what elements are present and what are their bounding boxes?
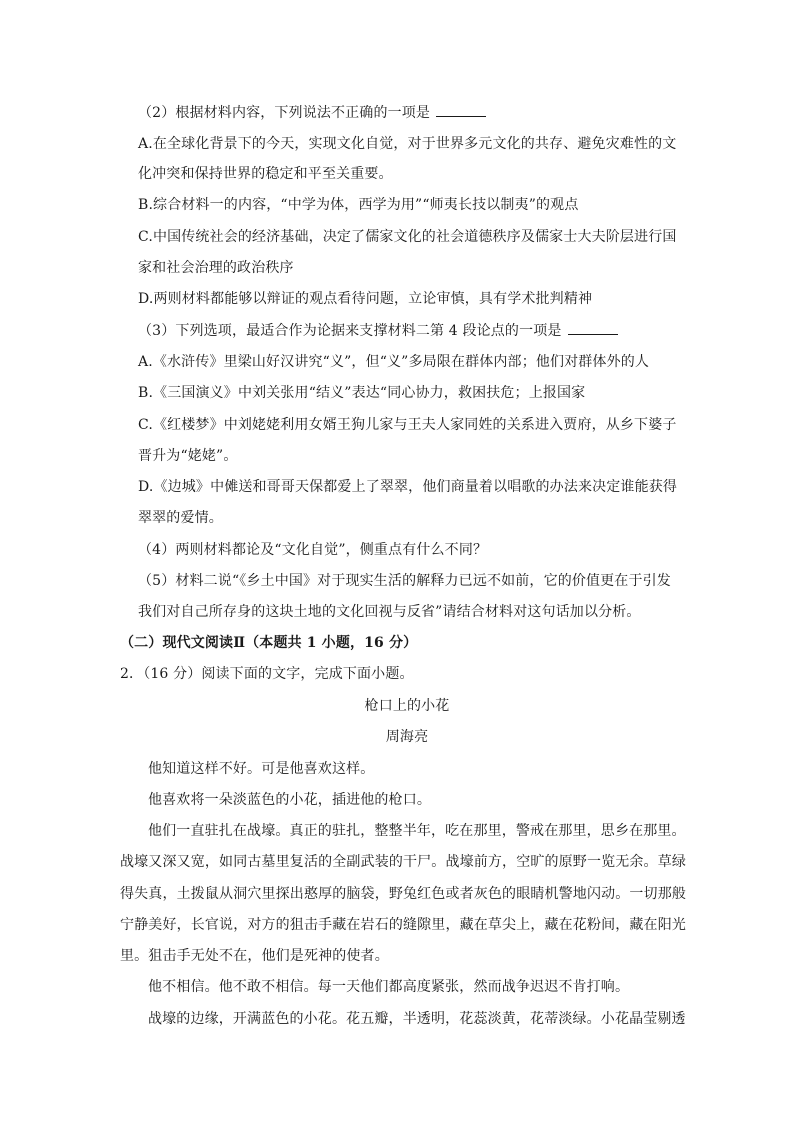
q3-answer-blank[interactable] — [568, 322, 618, 335]
q3-option-b: B.《三国演义》中刘关张用“结义”表达“同心协力，救困扶危；上报国家 — [138, 385, 586, 401]
q3-option-a: A.《水浒传》里梁山好汉讲究“义”，但“义”多局限在群体内部；他们对群体外的人 — [138, 354, 650, 370]
article-paragraph-3-line4: 宁静美好，长官说，对方的狙击手藏在岩石的缝隙里，藏在草尖上，藏在花粉间，藏在阳光 — [120, 917, 686, 933]
q2-option-c-line2: 家和社会治理的政治秩序 — [138, 260, 294, 276]
article-paragraph-3-line5: 里。狙击手无处不在，他们是死神的使者。 — [120, 948, 389, 964]
article-paragraph-1: 他知道这样不好。可是他喜欢这样。 — [148, 761, 375, 777]
q4-stem: （4）两则材料都论及“文化自觉”，侧重点有什么不同？ — [138, 542, 488, 558]
q2-option-a-line2: 化冲突和保持世界的稳定和平至关重要。 — [138, 166, 393, 182]
article-title: 枪口上的小花 — [364, 698, 450, 714]
article-author: 周海亮 — [385, 729, 429, 745]
q2-option-b: B.综合材料一的内容，“中学为体，西学为用”“师夷长技以制夷”的观点 — [138, 197, 579, 213]
q2-option-d: D.两则材料都能够以辩证的观点看待问题，立论审慎，具有学术批判精神 — [138, 291, 593, 307]
q2-stem: （2）根据材料内容，下列说法不正确的一项是 — [138, 105, 431, 121]
article-paragraph-2: 他喜欢将一朵淡蓝色的小花，插进他的枪口。 — [148, 792, 431, 808]
q2-stem-line — [138, 104, 486, 122]
article-paragraph-4: 他不相信。他不敢不相信。每一天他们都高度紧张，然而战争迟迟不肯打响。 — [148, 979, 630, 995]
section-two-heading: （二）现代文阅读Ⅱ（本题共 1 小题，16 分） — [120, 635, 418, 651]
article-paragraph-5-line1: 战壕的边缘，开满蓝色的小花。花五瓣，半透明，花蕊淡黄，花蒂淡绿。小花晶莹剔透 — [148, 1011, 686, 1027]
q3-stem-line — [138, 322, 618, 340]
q2-option-a-line1: A.在全球化背景下的今天，实现文化自觉，对于世界多元文化的共存、避免灾难性的文 — [138, 136, 677, 152]
article-paragraph-3-line3: 得失真，土拨鼠从洞穴里探出憨厚的脑袋，野兔红色或者灰色的眼睛机警地闪动。一切那般 — [120, 886, 686, 902]
article-paragraph-3-line2: 战壕又深又宽，如同古墓里复活的全副武装的干尸。战壕前方，空旷的原野一览无余。草绿 — [120, 854, 686, 870]
q3-option-d-line1: D.《边城》中傩送和哥哥天保都爱上了翠翠，他们商量着以唱歌的办法来决定谁能获得 — [138, 479, 678, 495]
q2-option-c-line1: C.中国传统社会的经济基础，决定了儒家文化的社会道德秩序及儒家士大夫阶层进行国 — [138, 229, 677, 245]
q3-option-c-line2: 晋升为“姥姥”。 — [138, 448, 238, 464]
q3-stem: （3）下列选项，最适合作为论据来支撑材料二第 4 段论点的一项是 — [138, 323, 562, 339]
article-paragraph-3-line1: 他们一直驻扎在战壕。真正的驻扎，整整半年，吃在那里，警戒在那里，思乡在那里。 — [148, 823, 686, 839]
q5-stem-line2: 我们对自己所存身的这块土地的文化回视与反省”请结合材料对这句话加以分析。 — [138, 604, 641, 620]
section-two-question-intro: 2．（16 分）阅读下面的文字，完成下面小题。 — [120, 666, 414, 682]
q5-stem-line1: （5）材料二说“《乡土中国》对于现实生活的解释力已远不如前，它的价值更在于引发 — [138, 573, 671, 589]
q3-option-d-line2: 翠翠的爱情。 — [138, 510, 223, 526]
q2-answer-blank[interactable] — [436, 104, 486, 117]
q3-option-c-line1: C.《红楼梦》中刘姥姥利用女婿王狗儿家与王夫人家同姓的关系进入贾府，从乡下婆子 — [138, 417, 677, 433]
